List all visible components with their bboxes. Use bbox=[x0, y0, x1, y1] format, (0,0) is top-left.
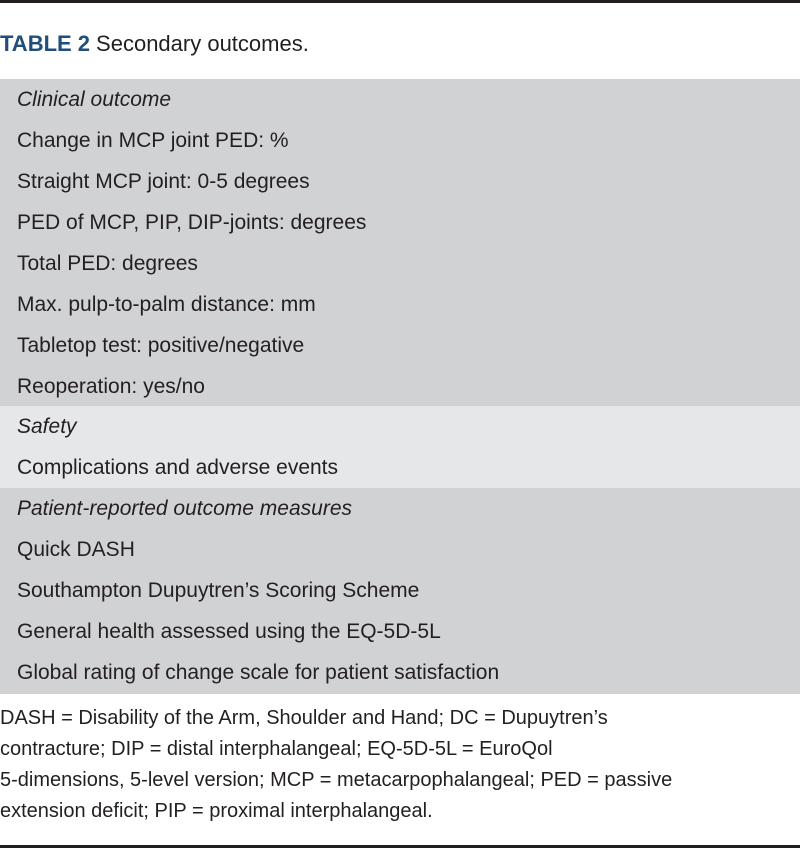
table-row: Southampton Dupuytren’s Scoring Scheme bbox=[17, 579, 420, 602]
section-heading-safety: Safety bbox=[17, 415, 77, 438]
section-patient-reported-outcomes bbox=[0, 488, 800, 694]
table-row: Max. pulp-to-palm distance: mm bbox=[17, 293, 316, 316]
table-title: Secondary outcomes. bbox=[96, 31, 309, 56]
top-rule bbox=[0, 0, 800, 3]
footnote-line: contracture; DIP = distal interphalangeal; EQ-5D-5L = EuroQol bbox=[0, 738, 553, 760]
table-row: Change in MCP joint PED: % bbox=[17, 129, 289, 152]
table-row: Tabletop test: positive/negative bbox=[17, 334, 305, 357]
outcomes-table bbox=[0, 79, 800, 694]
table-row: Reoperation: yes/no bbox=[17, 375, 205, 398]
section-clinical-outcome bbox=[0, 79, 800, 406]
table-number-label: TABLE 2 bbox=[0, 31, 91, 56]
footnote-line: DASH = Disability of the Arm, Shoulder and Hand; DC = Dupuytren’s bbox=[0, 707, 608, 729]
footnote-line: 5-dimensions, 5-level version; MCP = metacarpophalangeal; PED = passive bbox=[0, 769, 673, 791]
table-row: Complications and adverse events bbox=[17, 456, 339, 479]
table-row: Straight MCP joint: 0-5 degrees bbox=[17, 170, 310, 193]
section-safety bbox=[0, 406, 800, 488]
table-row: General health assessed using the EQ-5D-5L bbox=[17, 620, 441, 643]
table-caption bbox=[0, 29, 309, 59]
table-row: Global rating of change scale for patient satisfaction bbox=[17, 661, 500, 684]
bottom-rule bbox=[0, 845, 800, 848]
table-footnote bbox=[0, 703, 800, 827]
section-heading-patient-reported-outcomes: Patient-reported outcome measures bbox=[17, 497, 353, 520]
table-row: Quick DASH bbox=[17, 538, 135, 561]
table-row: Total PED: degrees bbox=[17, 252, 198, 275]
section-heading-clinical-outcome: Clinical outcome bbox=[17, 88, 172, 111]
footnote-line: extension deficit; PIP = proximal interphalangeal. bbox=[0, 800, 433, 822]
table-row: PED of MCP, PIP, DIP-joints: degrees bbox=[17, 211, 367, 234]
